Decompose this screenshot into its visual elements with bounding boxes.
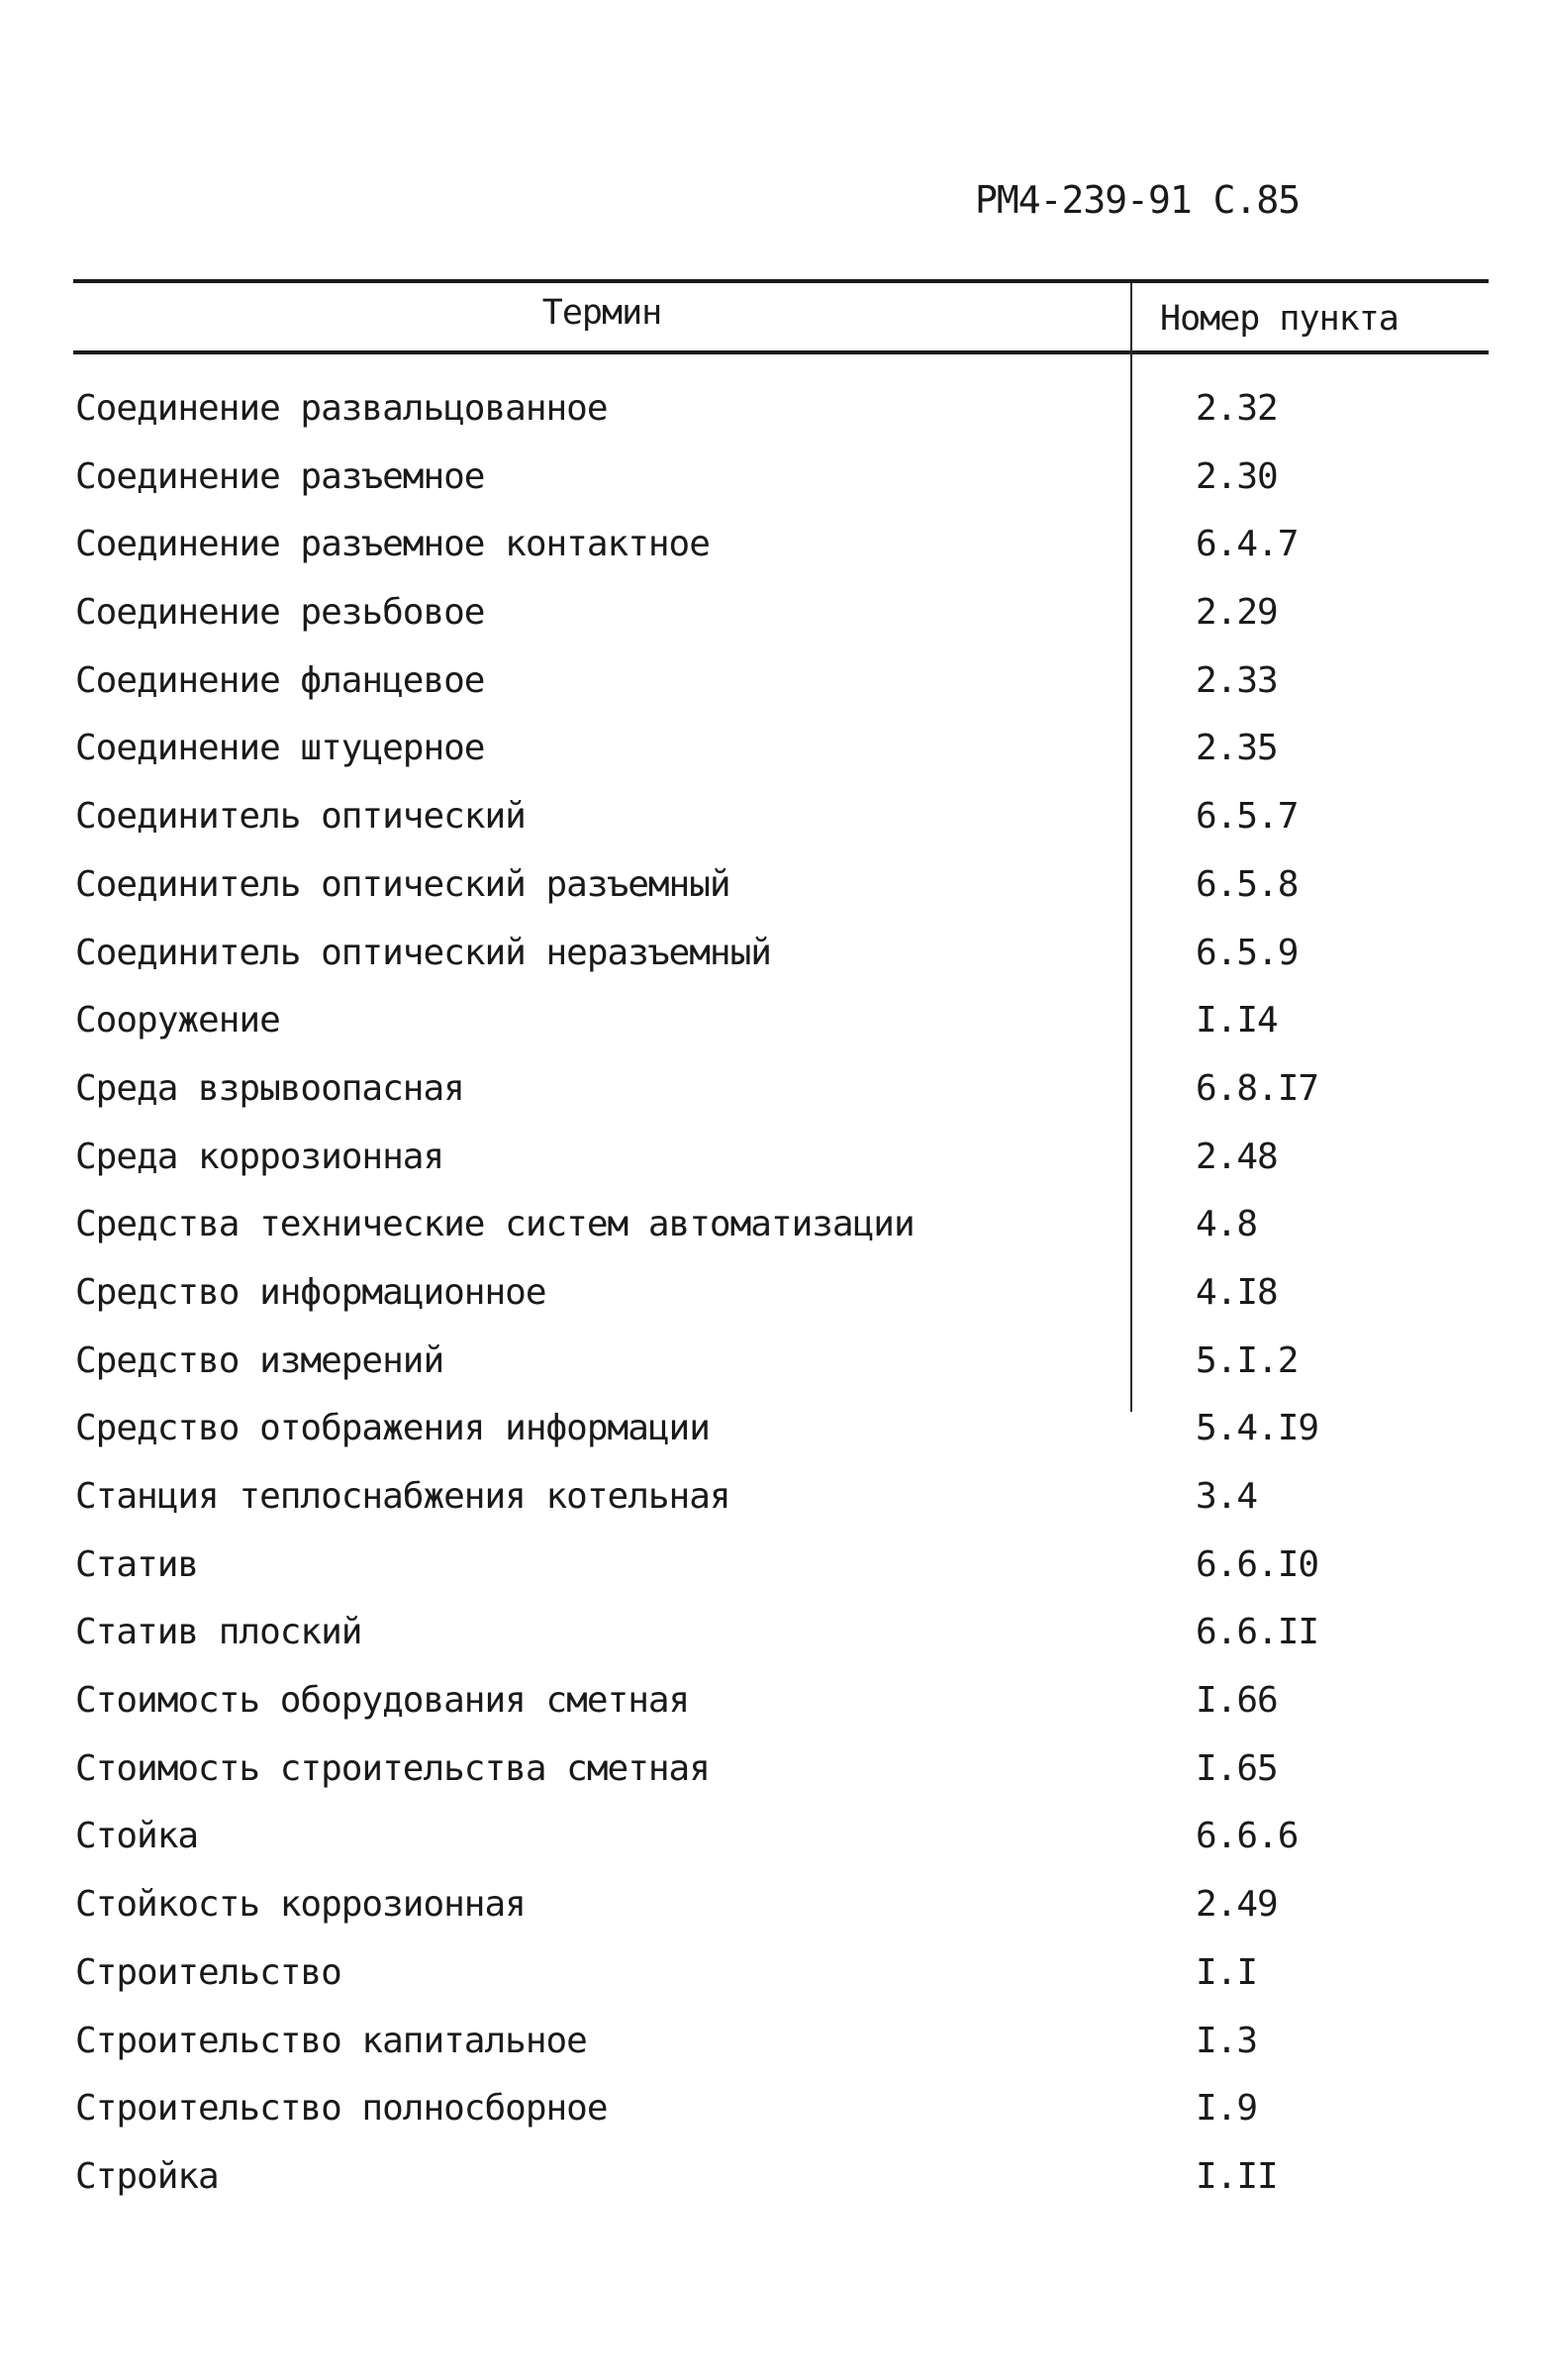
term-cell: Стоимость строительства сметная (75, 1747, 710, 1789)
section-number-cell: 6.6.6 (1196, 1816, 1299, 1857)
term-cell: Соединение резьбовое (75, 592, 485, 634)
term-cell: Строительство капитальное (75, 2020, 587, 2061)
term-cell: Соединитель оптический разъемный (75, 863, 730, 905)
section-number-cell: I.I4 (1196, 1000, 1278, 1041)
table-row (0, 592, 1546, 660)
section-number-cell: 2.35 (1196, 728, 1278, 769)
term-cell: Сооружение (75, 1000, 280, 1041)
table-row (0, 456, 1546, 525)
section-number-cell: I.65 (1196, 1747, 1278, 1789)
table-row (0, 1680, 1546, 1748)
section-number-cell: 2.49 (1196, 1884, 1278, 1926)
term-cell: Среда взрывоопасная (75, 1067, 464, 1109)
section-number-cell: 6.5.7 (1196, 796, 1299, 838)
table-row (0, 1816, 1546, 1884)
section-number-cell: I.I (1196, 1951, 1258, 1993)
section-number-cell: 2.32 (1196, 388, 1278, 429)
term-cell: Соединение разъемное контактное (75, 524, 710, 565)
table-row (0, 1204, 1546, 1272)
term-table-body (0, 388, 1546, 2225)
table-row (0, 2156, 1546, 2225)
term-cell: Стоимость оборудования сметная (75, 1680, 690, 1722)
table-row (0, 1884, 1546, 1952)
section-number-cell: 6.6.I0 (1196, 1543, 1319, 1585)
table-row (0, 2088, 1546, 2156)
section-number-cell: 6.4.7 (1196, 524, 1299, 565)
table-row (0, 864, 1546, 933)
section-number-cell: 2.30 (1196, 455, 1278, 497)
table-row (0, 1137, 1546, 1205)
section-number-cell: 6.8.I7 (1196, 1067, 1319, 1109)
term-cell: Стойка (75, 1816, 199, 1857)
table-row (0, 1544, 1546, 1613)
table-row (0, 2021, 1546, 2089)
term-cell: Соединитель оптический неразъемный (75, 932, 771, 973)
term-cell: Статив (75, 1543, 199, 1585)
table-header-rule (73, 350, 1489, 354)
section-number-cell: 6.5.9 (1196, 932, 1299, 973)
term-cell: Соединение развальцованное (75, 388, 608, 429)
table-row (0, 1272, 1546, 1340)
table-row (0, 1068, 1546, 1137)
term-cell: Средства технические систем автоматизации (75, 1204, 915, 1245)
section-number-cell: I.3 (1196, 2020, 1258, 2061)
column-header-number: Номер пункта (1160, 299, 1399, 339)
table-top-rule (73, 279, 1489, 283)
term-cell: Строительство (75, 1951, 341, 1993)
table-row (0, 1952, 1546, 2021)
section-number-cell: I.66 (1196, 1680, 1278, 1722)
table-row (0, 660, 1546, 729)
section-number-cell: 4.8 (1196, 1204, 1258, 1245)
table-row (0, 1000, 1546, 1068)
term-cell: Соединение фланцевое (75, 659, 485, 701)
table-row (0, 388, 1546, 456)
section-number-cell: 3.4 (1196, 1476, 1258, 1517)
term-cell: Соединение штуцерное (75, 728, 485, 769)
term-cell: Соединение разъемное (75, 455, 485, 497)
term-cell: Средство отображения информации (75, 1408, 710, 1449)
document-reference: РМ4-239-91 С.85 (975, 178, 1301, 222)
table-row (0, 796, 1546, 864)
term-cell: Средство измерений (75, 1339, 444, 1381)
table-row (0, 1748, 1546, 1817)
term-cell: Статив плоский (75, 1612, 362, 1653)
term-cell: Стройка (75, 2155, 219, 2197)
section-number-cell: I.II (1196, 2155, 1278, 2197)
table-row (0, 933, 1546, 1001)
table-row (0, 1612, 1546, 1680)
section-number-cell: I.9 (1196, 2088, 1258, 2130)
section-number-cell: 4.I8 (1196, 1271, 1278, 1313)
term-cell: Строительство полносборное (75, 2088, 608, 2130)
term-cell: Среда коррозионная (75, 1136, 444, 1177)
section-number-cell: 6.6.II (1196, 1612, 1319, 1653)
section-number-cell: 2.48 (1196, 1136, 1278, 1177)
section-number-cell: 5.4.I9 (1196, 1408, 1319, 1449)
section-number-cell: 5.I.2 (1196, 1339, 1299, 1381)
column-header-term: Термин (541, 293, 662, 333)
section-number-cell: 6.5.8 (1196, 863, 1299, 905)
table-row (0, 1408, 1546, 1476)
term-cell: Соединитель оптический (75, 796, 526, 838)
section-number-cell: 2.29 (1196, 592, 1278, 634)
table-row (0, 728, 1546, 796)
term-cell: Стойкость коррозионная (75, 1884, 526, 1926)
term-cell: Средство информационное (75, 1271, 546, 1313)
table-row (0, 1476, 1546, 1544)
section-number-cell: 2.33 (1196, 659, 1278, 701)
term-cell: Станция теплоснабжения котельная (75, 1476, 730, 1517)
table-row (0, 1340, 1546, 1409)
table-row (0, 524, 1546, 592)
